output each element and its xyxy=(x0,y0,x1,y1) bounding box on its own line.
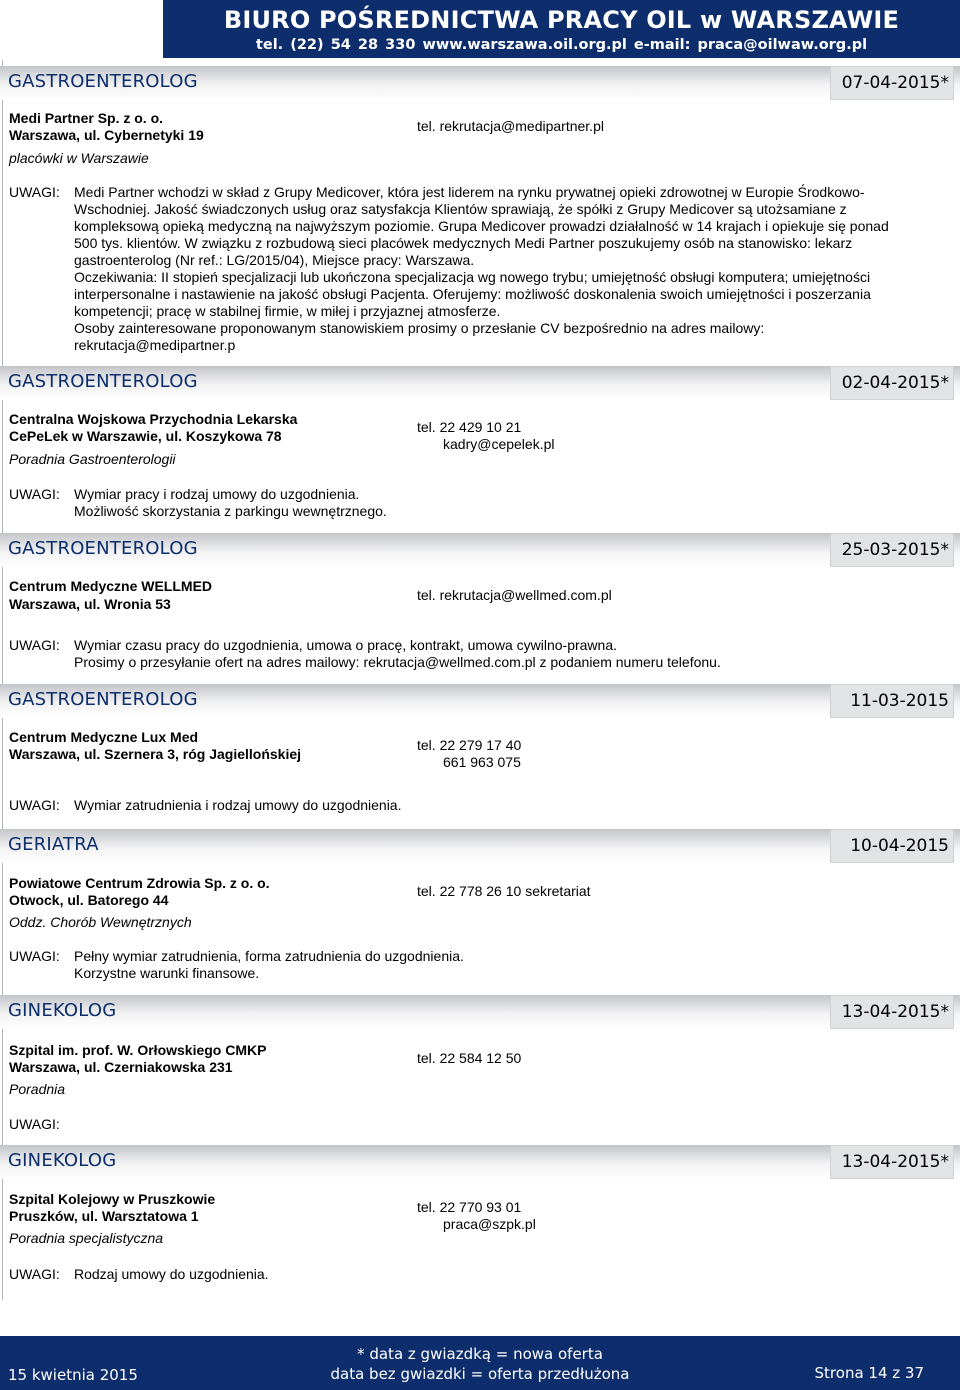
contact-line: tel. 22 429 10 21 xyxy=(417,419,522,435)
employer-address: Warszawa, ul. Cybernetyki 19 xyxy=(9,127,204,143)
contact-line: tel. 22 279 17 40 xyxy=(417,737,522,753)
uwagi-paragraph: Wymiar pracy i rodzaj umowy do uzgodnienia. xyxy=(74,486,360,502)
page-header xyxy=(163,0,960,58)
employer-unit: Oddz. Chorób Wewnętrznych xyxy=(9,914,192,930)
uwagi-paragraph: Wymiar czasu pracy do uzgodnienia, umowa o pracę, kontrakt, umowa cywilno-prawna. xyxy=(74,637,618,653)
offer-specialty: GINEKOLOG xyxy=(8,1000,117,1021)
page-footer xyxy=(0,1336,960,1390)
uwagi-paragraph: Możliwość skorzystania z parkingu wewnętrznego. xyxy=(74,503,387,519)
footer-legend xyxy=(260,1344,700,1384)
header-contact: tel. (22) 54 28 330 www.warszawa.oil.org.pl e-mail: praca@oilwaw.org.pl xyxy=(255,37,868,53)
employer-address: Warszawa, ul. Szernera 3, róg Jagiellońskiej xyxy=(9,746,302,762)
offer-header-bar xyxy=(0,995,960,1029)
uwagi-paragraph: Prosimy o przesyłanie ofert na adres mailowy: rekrutacja@wellmed.com.pl z podaniem numeru telefonu. xyxy=(74,654,721,670)
uwagi-label: UWAGI: xyxy=(9,184,60,200)
offer-header-bar xyxy=(0,1145,960,1179)
offer-header-bar xyxy=(0,533,960,567)
uwagi-label: UWAGI: xyxy=(9,797,60,813)
uwagi-text xyxy=(74,486,914,520)
footer-date: 15 kwietnia 2015 xyxy=(8,1366,138,1384)
offer-header-bar xyxy=(0,366,960,400)
uwagi-text xyxy=(74,184,914,354)
uwagi-paragraph: Pełny wymiar zatrudnienia, forma zatrudnienia do uzgodnienia. xyxy=(74,948,464,964)
employer-address: Otwock, ul. Batorego 44 xyxy=(9,892,169,908)
employer-name: Szpital Kolejowy w Pruszkowie xyxy=(9,1191,216,1207)
offer-date: 11-03-2015 xyxy=(830,684,954,718)
page-number: Strona 14 z 37 xyxy=(814,1364,924,1382)
uwagi-label: UWAGI: xyxy=(9,948,60,964)
contact-line: tel. 22 584 12 50 xyxy=(417,1050,522,1066)
employer-address: CePeLek w Warszawie, ul. Koszykowa 78 xyxy=(9,428,282,444)
legend-extended-offer: data bez gwiazdki = oferta przedłużona xyxy=(330,1365,630,1383)
offer-specialty: GASTROENTEROLOG xyxy=(8,689,198,710)
uwagi-paragraph: Korzystne warunki finansowe. xyxy=(74,965,260,981)
offer-date: 10-04-2015 xyxy=(830,829,954,863)
offer-header-bar xyxy=(0,66,960,100)
offer-specialty: GINEKOLOG xyxy=(8,1150,117,1171)
contact-line: tel. rekrutacja@medipartner.pl xyxy=(417,118,604,134)
employer-name: Centralna Wojskowa Przychodnia Lekarska xyxy=(9,411,298,427)
contact-line: 661 963 075 xyxy=(443,754,521,770)
offer-date: 25-03-2015* xyxy=(830,533,954,567)
offer-specialty: GASTROENTEROLOG xyxy=(8,71,198,92)
uwagi-paragraph: Rodzaj umowy do uzgodnienia. xyxy=(74,1266,269,1282)
uwagi-paragraph: Osoby zainteresowane proponowanym stanowiskiem prosimy o przesłanie CV bezpośrednio na adres mailowy: rekrutacja@medipartner.p xyxy=(74,320,765,353)
offer-date: 07-04-2015* xyxy=(830,66,954,100)
offer-specialty: GERIATRA xyxy=(8,834,99,855)
contact-line: tel. 22 778 26 10 sekretariat xyxy=(417,883,591,899)
employer-address: Warszawa, ul. Czerniakowska 231 xyxy=(9,1059,233,1075)
employer-name: Centrum Medyczne WELLMED xyxy=(9,578,213,594)
header-title: BIURO POŚREDNICTWA PRACY OIL w WARSZAWIE xyxy=(223,6,900,34)
uwagi-paragraph: Medi Partner wchodzi w skład z Grupy Medicover, która jest liderem na rynku prywatnej opieki zdrowotnej w Europie Środkowo-Wschodniej. Jakość świadczonych usług oraz satysfakcja Klientów sprawiają, że spółki z Grupy Medicover są utożsamiane z kompleksową opieką medyczną na najwyższym poziomie. Grupa Medicover prowadzi działalność w 14 krajach i opiekuje się ponad 500 tys. klientów. W związku z rozbudową sieci placówek medycznych Medi Partner poszukujemy osób na stanowisko: lekarz gastroenterolog (Nr ref.: LG/2015/04), Miejsce pracy: Warszawa. xyxy=(74,184,889,268)
uwagi-text xyxy=(74,1266,914,1283)
uwagi-label: UWAGI: xyxy=(9,1266,60,1282)
offer-header-bar xyxy=(0,829,960,863)
contact-line: kadry@cepelek.pl xyxy=(443,436,555,452)
uwagi-label: UWAGI: xyxy=(9,1116,60,1132)
contact-line: praca@szpk.pl xyxy=(443,1216,536,1232)
uwagi-text xyxy=(74,948,914,982)
employer-unit: Poradnia specjalistyczna xyxy=(9,1230,164,1246)
employer-unit: Poradnia xyxy=(9,1081,66,1097)
employer-name: Centrum Medyczne Lux Med xyxy=(9,729,199,745)
employer-unit: Poradnia Gastroenterologii xyxy=(9,451,176,467)
left-margin-line xyxy=(2,60,3,1300)
offer-date: 02-04-2015* xyxy=(830,366,954,400)
offer-date: 13-04-2015* xyxy=(830,995,954,1029)
uwagi-text xyxy=(74,637,914,671)
employer-address: Warszawa, ul. Wronia 53 xyxy=(9,596,171,612)
uwagi-label: UWAGI: xyxy=(9,637,60,653)
uwagi-label: UWAGI: xyxy=(9,486,60,502)
employer-name: Powiatowe Centrum Zdrowia Sp. z o. o. xyxy=(9,875,270,891)
uwagi-paragraph: Wymiar zatrudnienia i rodzaj umowy do uzgodnienia. xyxy=(74,797,402,813)
employer-name: Medi Partner Sp. z o. o. xyxy=(9,110,164,126)
offer-header-bar xyxy=(0,684,960,718)
uwagi-paragraph: Oczekiwania: II stopień specjalizacji lub ukończona specjalizacja wg nowego trybu; umiejętność obsługi komputera; umiejętności interpersonalne i nastawienie na jakość obsługi Pacjenta. Oferujemy: możliwość doskonalenia swoich umiejętności i poszerzania kompetencji; pracę w stabilnej firmie, w miłej i przyjaznej atmosferze. xyxy=(74,269,871,319)
offer-specialty: GASTROENTEROLOG xyxy=(8,371,198,392)
uwagi-text xyxy=(74,797,914,814)
employer-unit: placówki w Warszawie xyxy=(9,150,149,166)
employer-name: Szpital im. prof. W. Orłowskiego CMKP xyxy=(9,1042,267,1058)
employer-address: Pruszków, ul. Warsztatowa 1 xyxy=(9,1208,199,1224)
contact-line: tel. rekrutacja@wellmed.com.pl xyxy=(417,587,612,603)
offer-date: 13-04-2015* xyxy=(830,1145,954,1179)
legend-new-offer: * data z gwiazdką = nowa oferta xyxy=(357,1345,603,1363)
contact-line: tel. 22 770 93 01 xyxy=(417,1199,522,1215)
offer-specialty: GASTROENTEROLOG xyxy=(8,538,198,559)
